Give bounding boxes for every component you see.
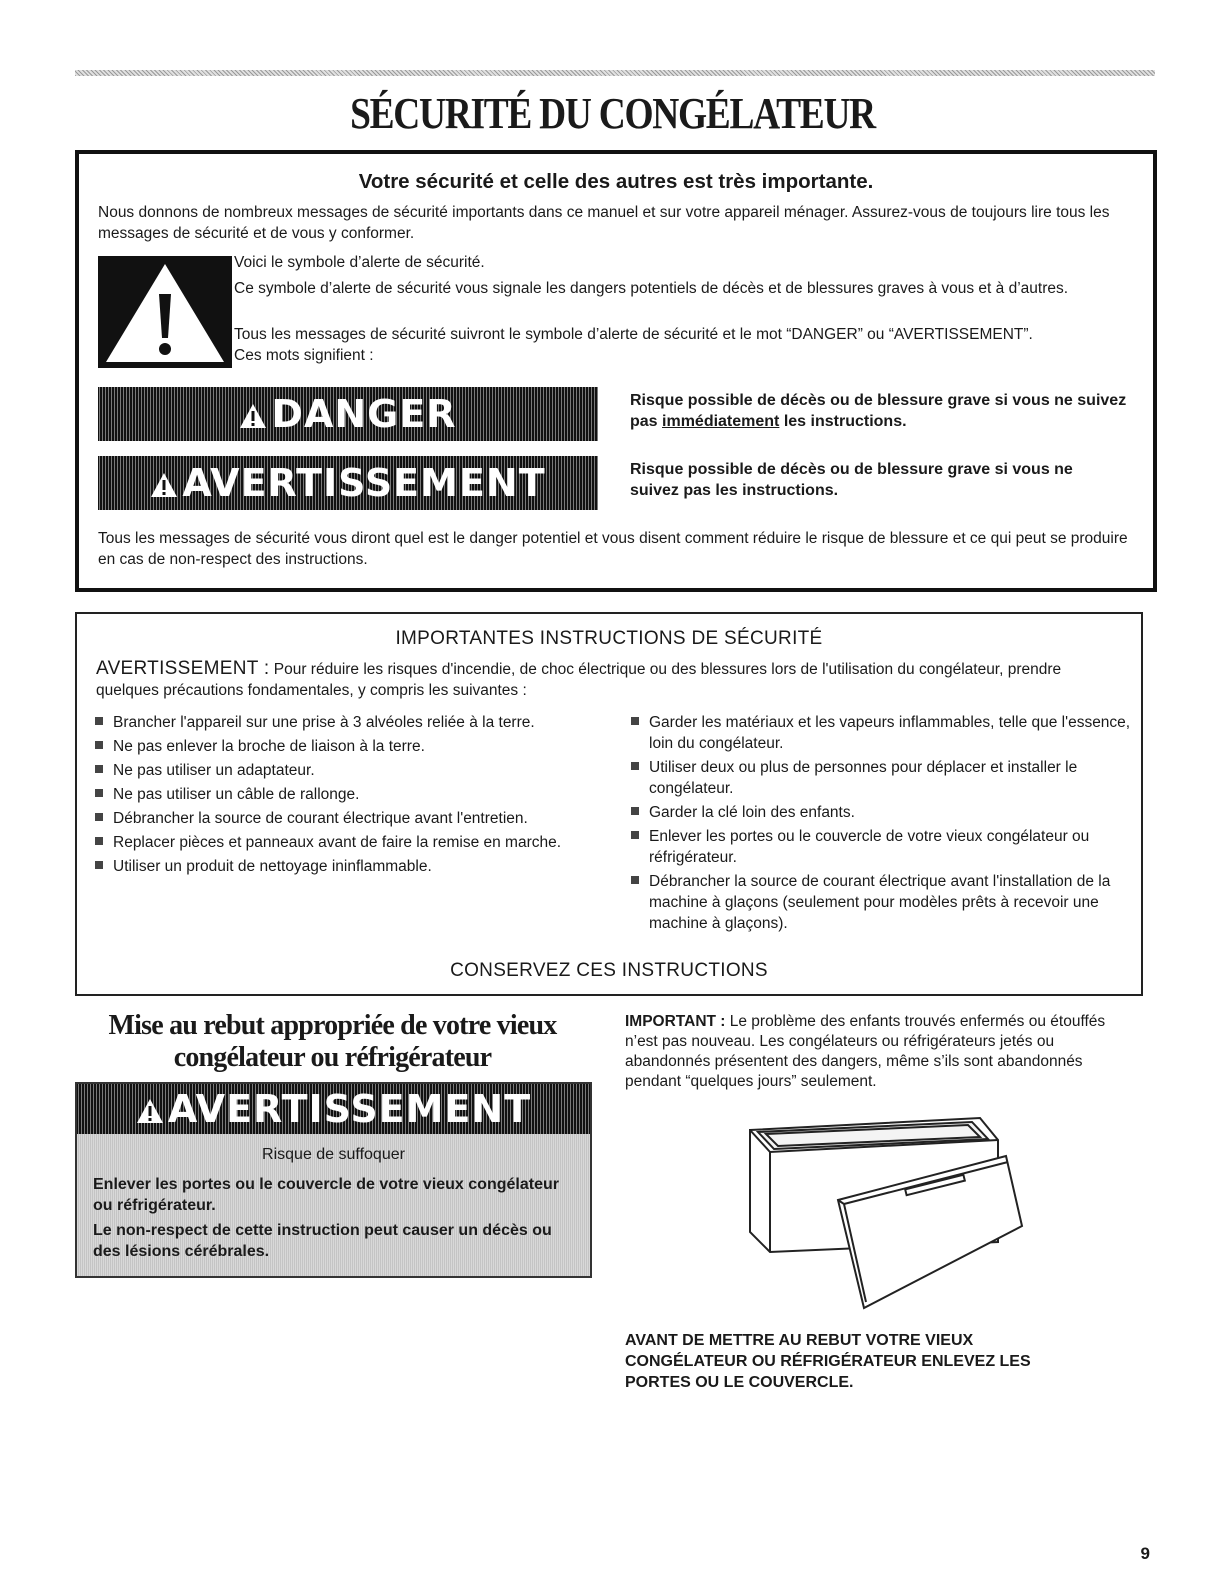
danger-description: Risque possible de décès ou de blessure grave si vous ne suivez pas immédiatement les instructions. — [630, 392, 1127, 430]
warning-signal-bar — [98, 456, 598, 510]
list-item: Garder les matériaux et les vapeurs inflammables, telle que l'essence, loin du congélateur. — [623, 712, 1133, 754]
warning-triangle-icon — [239, 403, 267, 429]
list-item: Débrancher la source de courant électrique avant l'installation de la machine à glaçons (seulement pour modèles prêts à recevoir une machine à glaçons). — [623, 871, 1133, 934]
list-item: Ne pas enlever la broche de liaison à la terre. — [87, 736, 582, 757]
instructions-box — [75, 612, 1143, 996]
disposal-instruction: Enlever les portes ou le couvercle de votre vieux congélateur ou réfrigérateur. — [93, 1176, 559, 1214]
instructions-warning: AVERTISSEMENT : Pour réduire les risques d'incendie, de choc électrique ou des blessures lors de l'utilisation du congélateur, prendre quelques précautions fondamentales, y compris les suivantes : — [96, 658, 1062, 699]
conserve-footer: CONSERVEZ CES INSTRUCTIONS — [450, 960, 768, 981]
list-item: Enlever les portes ou le couvercle de votre vieux congélateur ou réfrigérateur. — [623, 826, 1133, 868]
top-rule — [75, 70, 1155, 76]
safety-intro: Nous donnons de nombreux messages de sécurité importants dans ce manuel et sur votre appareil ménager. Assurez-vous de toujours lire tous les messages de sécurité et de vous y conformer. — [98, 204, 1110, 242]
risk-label: Risque de suffoquer — [262, 1146, 405, 1163]
important-note: IMPORTANT : Le problème des enfants trouvés enfermés ou étouffés n’est pas nouveau. Les congélateurs ou réfrigérateurs jetés ou abandonnés présentent des dangers, même s’ils sont abandonnés pendant “quelques jours” seulement. — [625, 1013, 1106, 1090]
warning-triangle-icon — [136, 1098, 164, 1124]
warning-signal-bar — [77, 1084, 590, 1134]
list-item: Replacer pièces et panneaux avant de faire la remise en marche. — [87, 832, 582, 853]
warning-description: Risque possible de décès ou de blessure grave si vous ne suivez pas les instructions. — [630, 461, 1073, 499]
disposal-title: Mise au rebut appropriée de votre vieux congélateur ou réfrigérateur — [108, 1010, 557, 1073]
danger-word: DANGER — [239, 392, 456, 436]
danger-signal-bar — [98, 387, 598, 441]
list-item: Ne pas utiliser un adaptateur. — [87, 760, 582, 781]
list-item: Utiliser un produit de nettoyage ininflammable. — [87, 856, 582, 877]
list-item: Débrancher la source de courant électrique avant l'entretien. — [87, 808, 582, 829]
page-title: SÉCURITÉ DU CONGÉLATEUR — [350, 89, 875, 138]
words-line: Tous les messages de sécurité suivront le symbole d’alerte de sécurité et le mot “DANGER” ou “AVERTISSEMENT”. Ces mots signifient : — [234, 326, 1033, 364]
safety-subtitle: Votre sécurité et celle des autres est très importante. — [358, 170, 874, 193]
disposal-consequence: Le non-respect de cette instruction peut causer un décès ou des lésions cérébrales. — [93, 1222, 552, 1260]
safety-box — [75, 150, 1157, 592]
list-item: Utiliser deux ou plus de personnes pour déplacer et installer le congélateur. — [623, 757, 1133, 799]
page-number: 9 — [1140, 1544, 1150, 1563]
suffocation-warning-box — [75, 1082, 592, 1278]
disposal-advice: AVANT DE METTRE AU REBUT VOTRE VIEUX CONGÉLATEUR OU RÉFRIGÉRATEUR ENLEVEZ LES PORTES OU LE COUVERCLE. — [625, 1332, 1031, 1391]
safety-outro: Tous les messages de sécurité vous diront quel est le danger potentiel et vous disent comment réduire le risque de blessure et ce qui peut se produire en cas de non-respect des instructions. — [98, 530, 1128, 568]
list-item: Brancher l'appareil sur une prise à 3 alvéoles reliée à la terre. — [87, 712, 582, 733]
warning-word: AVERTISSEMENT — [150, 461, 545, 505]
symbol-line: Voici le symbole d’alerte de sécurité. — [234, 254, 485, 271]
warning-triangle-icon — [150, 472, 178, 498]
list-item: Garder la clé loin des enfants. — [623, 802, 1133, 823]
alert-symbol-icon — [98, 256, 232, 368]
chest-freezer-illustration — [740, 1112, 1030, 1312]
right-instructions-list — [623, 712, 1133, 937]
symbol-meaning: Ce symbole d’alerte de sécurité vous signale les dangers potentiels de décès et de blessures graves à vous et à d’autres. — [234, 280, 1069, 297]
instructions-heading: IMPORTANTES INSTRUCTIONS DE SÉCURITÉ — [395, 628, 823, 649]
warning-word: AVERTISSEMENT — [136, 1087, 531, 1131]
left-instructions-list — [87, 712, 582, 880]
list-item: Ne pas utiliser un câble de rallonge. — [87, 784, 582, 805]
